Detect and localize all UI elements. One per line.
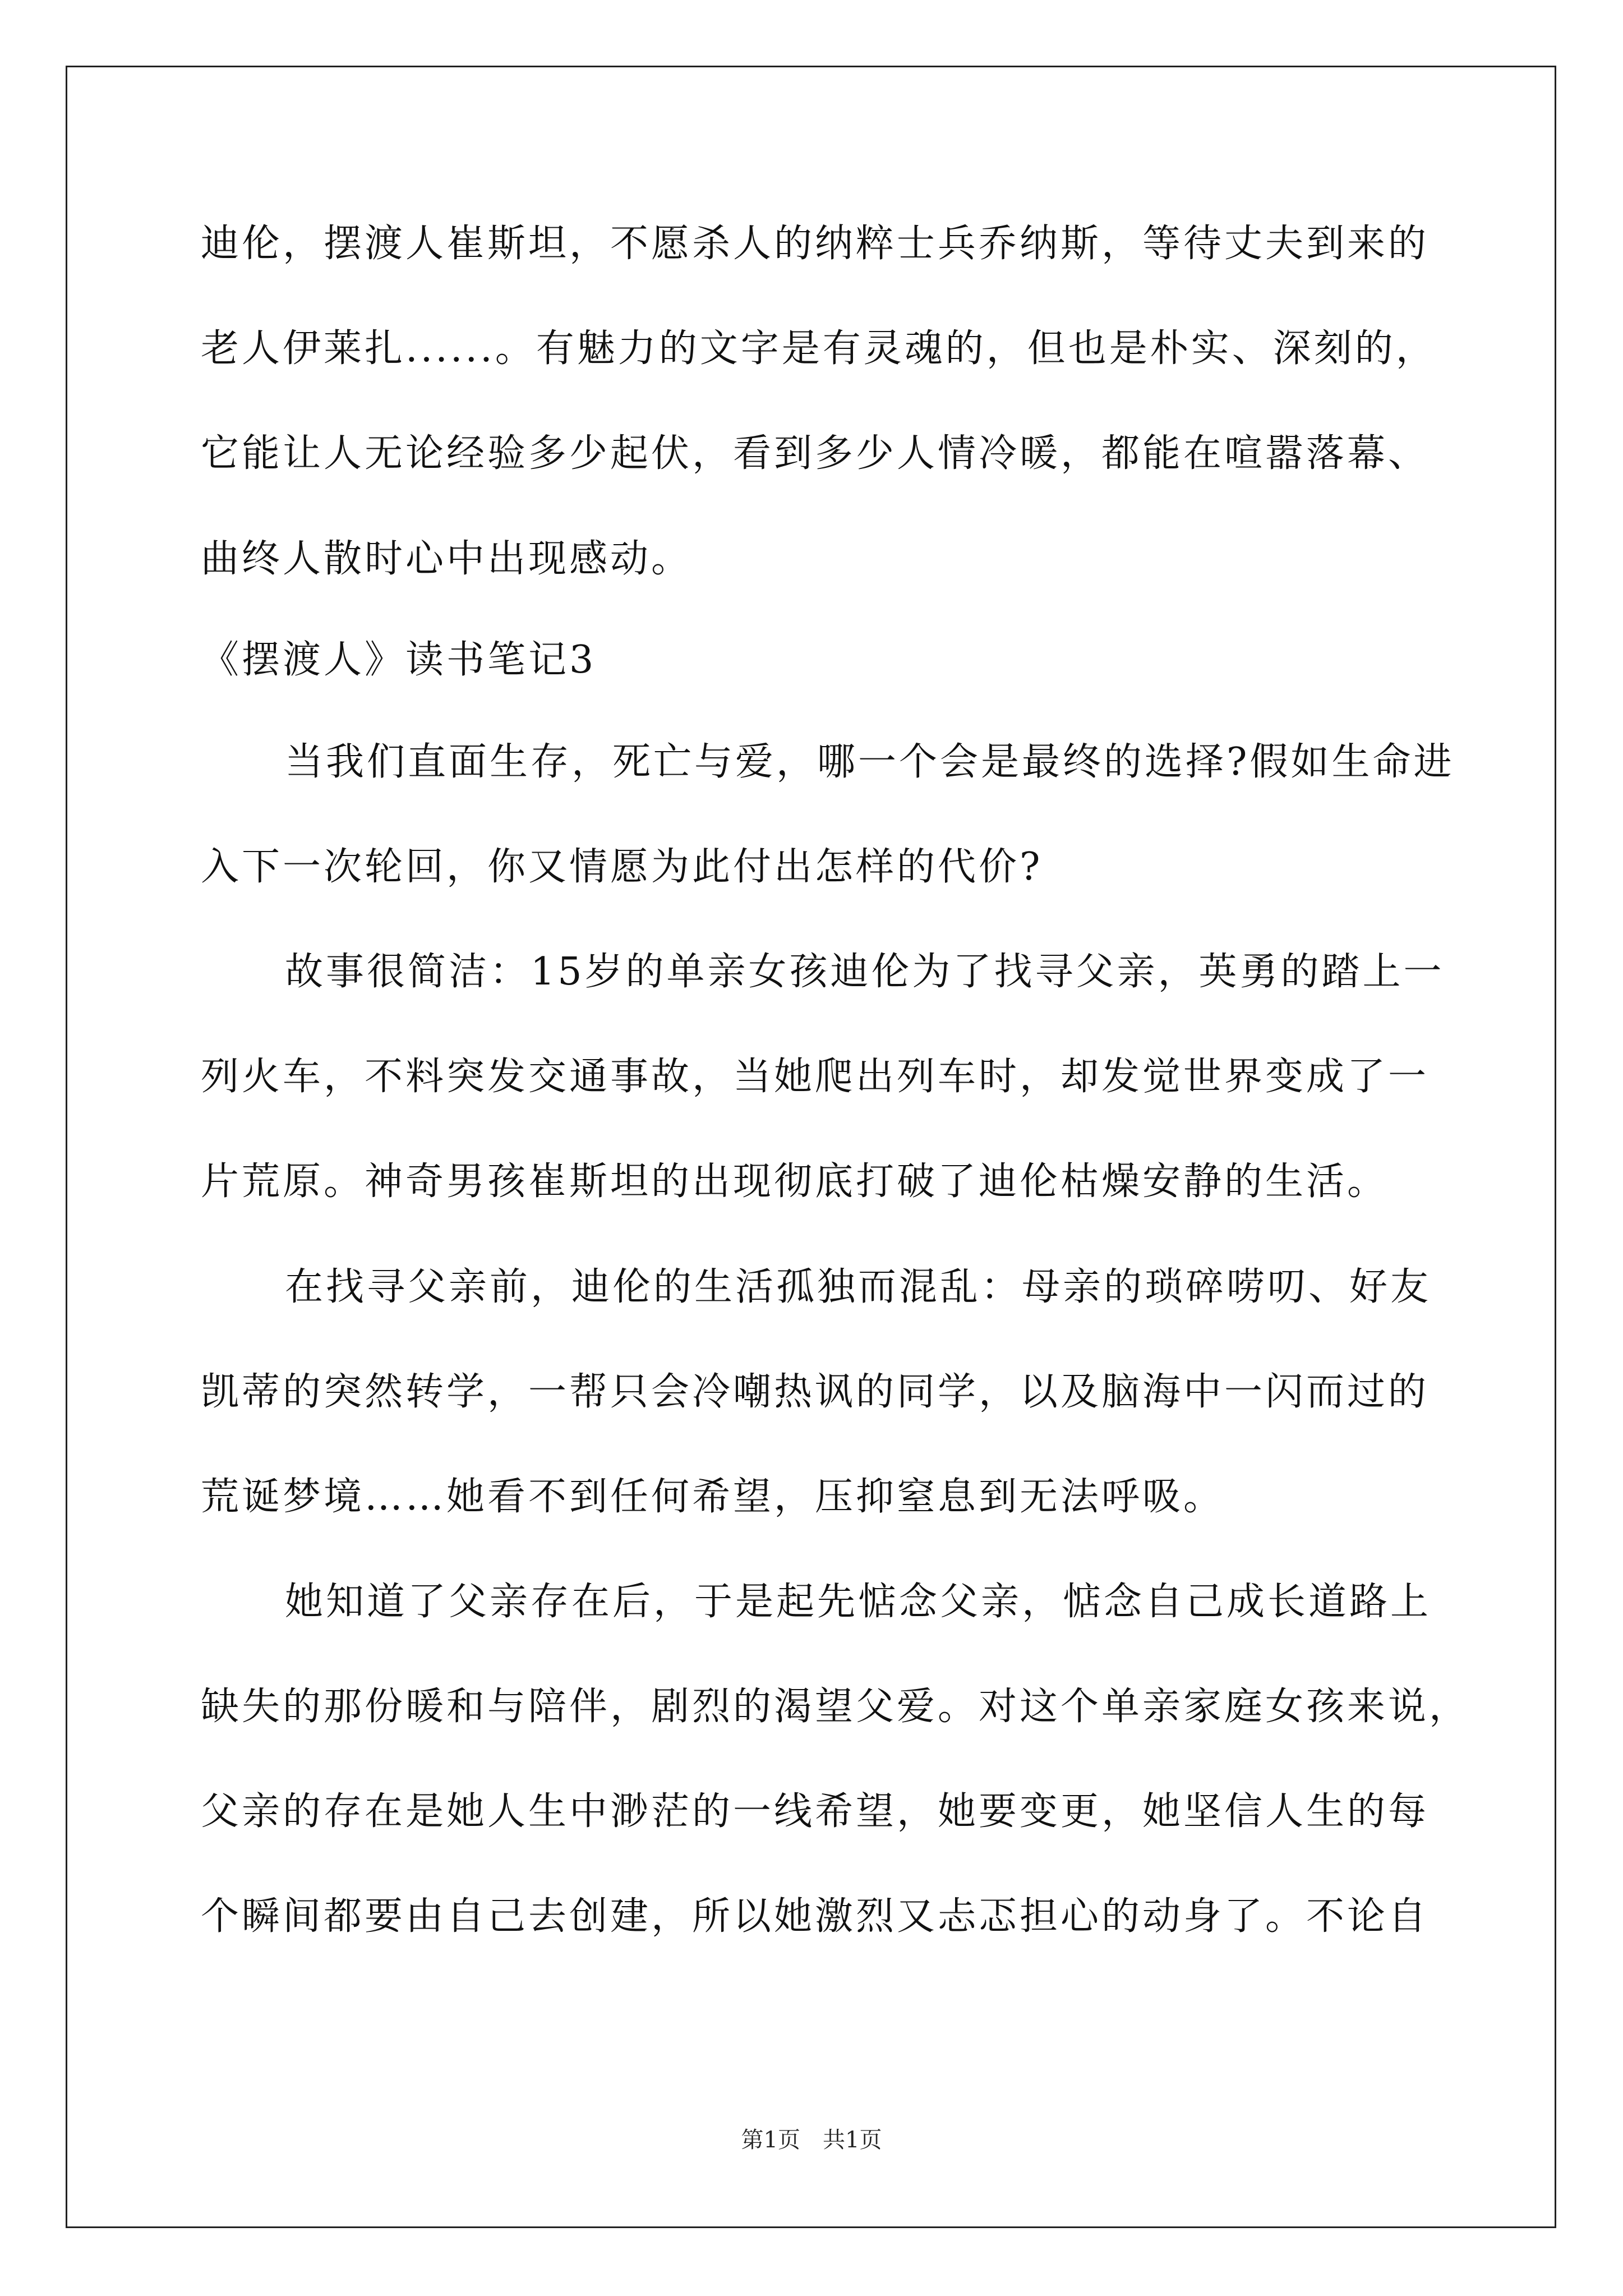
- body-line-12: 凯蒂的突然转学，一帮只会冷嘲热讽的同学，以及脑海中一闪而过的: [201, 1370, 1430, 1414]
- body-line-3: 它能让人无论经验多少起伏，看到多少人情冷暖，都能在喧嚣落幕、: [201, 431, 1430, 476]
- body-line-10: 片荒原。神奇男孩崔斯坦的出现彻底打破了迪伦枯燥安静的生活。: [201, 1159, 1389, 1204]
- body-line-13: 荒诞梦境……她看不到任何希望，压抑窒息到无法呼吸。: [201, 1475, 1225, 1519]
- body-line-11: 在找寻父亲前，迪伦的生活孤独而混乱：母亲的琐碎唠叨、好友: [285, 1265, 1432, 1309]
- body-line-2: 老人伊莱扎......。有魅力的文字是有灵魂的，但也是朴实、深刻的，: [201, 326, 1437, 371]
- section-heading: 《摆渡人》读书笔记3: [201, 638, 597, 682]
- body-line-8: 故事很简洁：15岁的单亲女孩迪伦为了找寻父亲，英勇的踏上一: [285, 950, 1445, 994]
- body-line-15: 缺失的那份暖和与陪伴，剧烈的渴望父爱。对这个单亲家庭女孩来说，: [201, 1685, 1470, 1729]
- body-line-14: 她知道了父亲存在后，于是起先惦念父亲，惦念自己成长道路上: [285, 1580, 1432, 1624]
- body-line-4: 曲终人散时心中出现感动。: [201, 537, 693, 581]
- body-line-17: 个瞬间都要由自己去创建，所以她激烈又忐忑担心的动身了。不论自: [201, 1894, 1430, 1939]
- body-line-6: 当我们直面生存，死亡与爱，哪一个会是最终的选择?假如生命进: [285, 740, 1455, 784]
- page-footer: 第1页 共1页: [741, 2127, 882, 2153]
- body-line-16: 父亲的存在是她人生中渺茫的一线希望，她要变更，她坚信人生的每: [201, 1789, 1430, 1834]
- body-line-1: 迪伦，摆渡人崔斯坦，不愿杀人的纳粹士兵乔纳斯，等待丈夫到来的: [201, 222, 1430, 266]
- body-line-9: 列火车，不料突发交通事故，当她爬出列车时，却发觉世界变成了一: [201, 1055, 1430, 1099]
- body-line-7: 入下一次轮回，你又情愿为此付出怎样的代价?: [201, 845, 1043, 889]
